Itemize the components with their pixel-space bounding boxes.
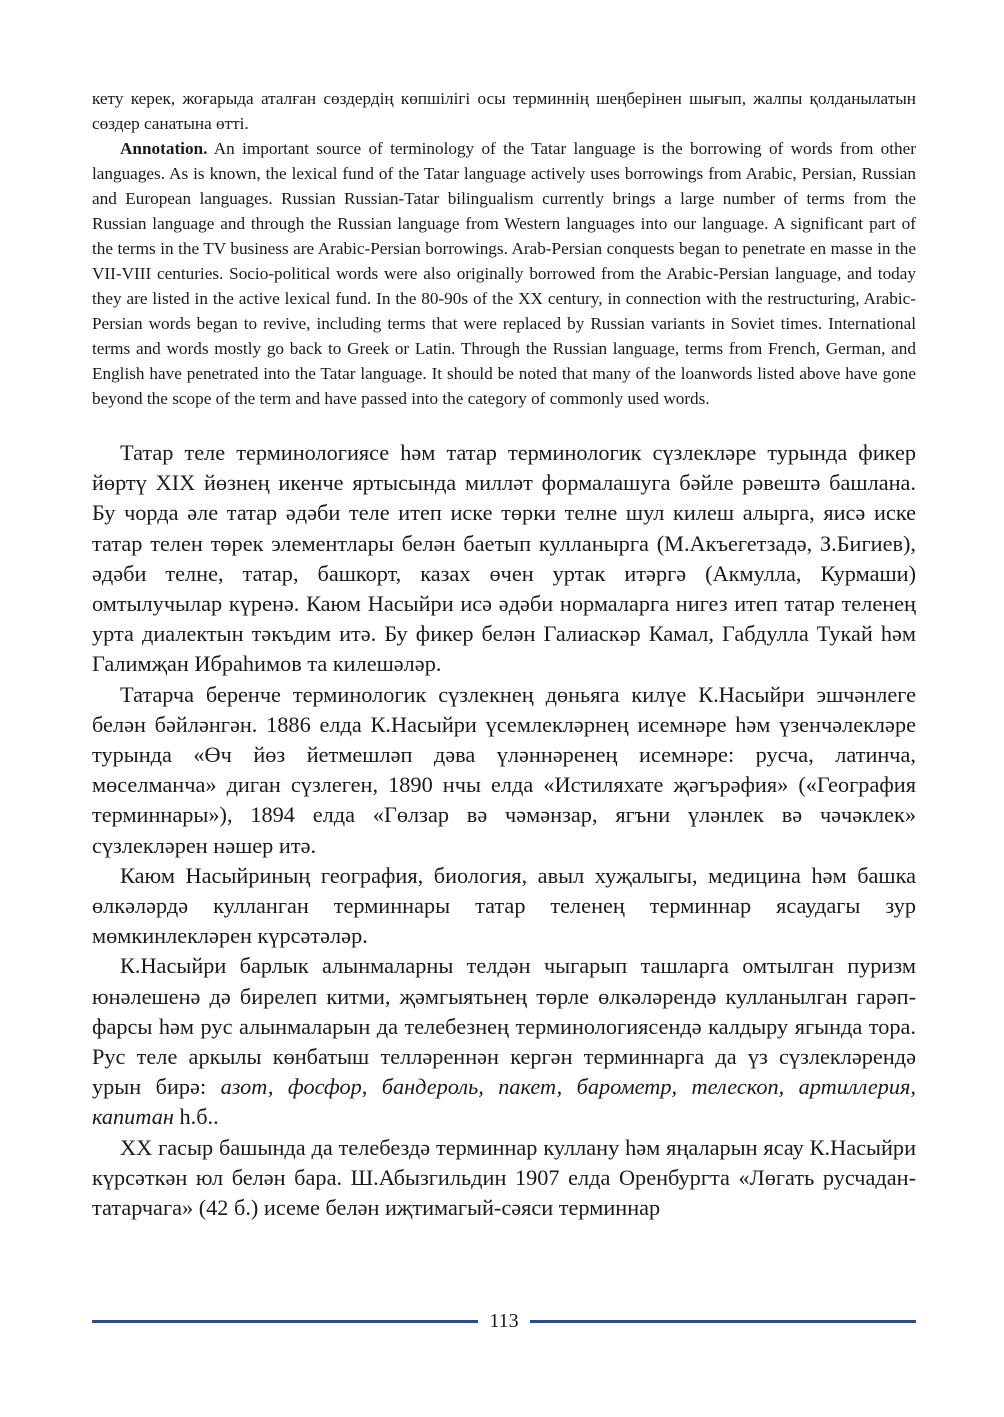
annotation-paragraph <box>92 136 916 411</box>
footer-rule-right <box>530 1320 916 1323</box>
annotation-text: An important source of terminology of the Tatar language is the borrowing of words from other languages. As is known, the lexical fund of the Tatar language actively uses borrowings from Arabic, Persian, Russian and European languages. Russian Russian-Tatar bilingualism currently brings a large number of terms from the Russian language and through the Russian language from Western languages into our language. A significant part of the terms in the TV business are Arabic-Persian borrowings. Arab-Persian conquests began to penetrate en masse in the VII-VIII centuries. Socio-political words were also originally borrowed from the Arabic-Persian language, and today they are listed in the active lexical fund. In the 80-90s of the XX century, in connection with the restructuring, Arabic-Persian words began to revive, including terms that were replaced by Russian variants in Soviet times. International terms and words mostly go back to Greek or Latin. Through the Russian language, terms from French, German, and English have penetrated into the Tatar language. It should be noted that many of the loanwords listed above have gone beyond the scope of the term and have passed into the category of commonly used words. <box>92 139 916 408</box>
page-number: 113 <box>489 1309 519 1332</box>
paragraph-1: Татар теле терминологиясе һәм татар терминологик сүзлекләре турында фикер йөртү XIX йөзнең икенче яртысында милләт формалашуга бәйле рәвештә башлана. Бу чорда әле татар әдәби теле итеп иске төрки телне шул килеш алырга, яисә иске татар телен төрек элементлары белән баетып кулланырга (М.Акъегетзадә, З.Бигиев), әдәби телне, татар, башкорт, казах өчен уртак итәргә (Акмулла, Курмаши) омтылучылар күренә. Каюм Насыйри исә әдәби нормаларга нигез итеп татар теленең урта диалектын тәкъдим итә. Бу фикер белән Галиаскәр Камал, Габдулла Тукай һәм Галимҗан Ибраһимов та килешәләр. <box>92 440 916 677</box>
annotation-label: Annotation. <box>120 139 208 158</box>
paragraph-2: Татарча беренче терминологик сүзлекнең дөньяга килүе К.Насыйри эшчәнлеге белән бәйләнгән. 1886 елда К.Насыйри үсемлекләрнең исемнәре һәм үзенчәлекләре турында «Өч йөз йетмешләп дәва үләннәренең исемнәре: русча, латинча, мөселманча» диган сүзлеген, 1890 нчы елда «Истиляхате җәгърәфия» («География терминнары»), 1894 елда «Гөлзар вә чәмәнзар, ягъни үләнлек вә чәчәклек» сүзлекләрен нәшер итә. <box>92 681 916 858</box>
paragraph-4-terms: азот, фосфор, бандероль, пакет, барометр, телескоп, артиллерия, капитан <box>92 1074 916 1130</box>
paragraph-4-tail: һ.б.. <box>173 1104 219 1130</box>
page-body <box>92 86 916 1223</box>
paragraph-4-lead: К.Насыйри барлык алынмаларны телдән чыгарып ташларга омтылган пуризм юнәлешенә дә бирелеп китми, җәмгыятьнең төрле өлкәләрендә кулланылган гарәп-фарсы һәм рус алынмаларын да телебезнең терминологиясендә калдыру ягында тора. Рус теле аркылы көнбатыш телләреннән кергән терминнарга да үз сүзлекләрендә урын бирә: <box>92 953 916 1100</box>
paragraph-3: Каюм Насыйриның география, биология, авыл хуҗалыгы, медицина һәм башка өлкәләрдә кулланган терминнары татар теленең терминнар ясаудагы зур мөмкинлекләрен күрсәтәләр. <box>92 862 916 949</box>
paragraph-5: XX гасыр башында да телебездә терминнар куллану һәм яңаларын ясау К.Насыйри күрсәткән юл белән бара. Ш.Абызгильдин 1907 елда Оренбургта «Лөгать русчадан-татарчага» (42 б.) исеме белән иҗтимагый-сәяси терминнар <box>92 1134 916 1221</box>
main-text <box>92 438 916 1223</box>
footer-rule-left <box>92 1320 478 1323</box>
paragraph-4 <box>92 951 916 1132</box>
kazakh-summary-tail: кету керек, жоғарыда аталған сөздердің көпшілігі осы терминнің шеңберінен шығып, жалпы қолданылатын сөздер санатына өтті. <box>92 89 916 133</box>
page-footer <box>92 1308 916 1334</box>
